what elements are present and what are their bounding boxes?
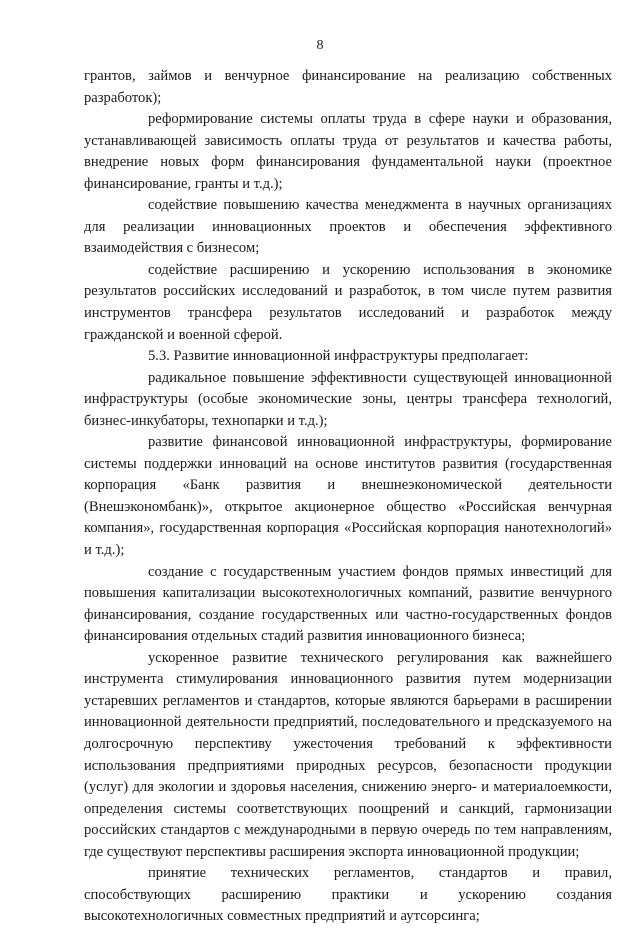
paragraph-research-results-usage: содействие расширению и ускорению использования в экономике результатов российских исследований и разработок, в том числе путем развития инструментов трансфера результатов исследований и разработок между гражданской и военной сферой. [84, 261, 612, 343]
document-body [84, 66, 612, 928]
paragraph-technical-regulation: ускоренное развитие технического регулирования как важнейшего инструмента стимулирования инновационного развития путем модернизации устаревших регламентов и стандартов, которые являются барьерами в расширении инновационной деятельности предприятий, последовательного и предсказуемого на долгосрочную перспективу ужесточения требований к эффективности использования предприятиями природных ресурсов, безопасности продукции (услуг) для экологии и здоровья населения, снижению энерго- и материалоемкости, определения системы соответствующих поощрений и санкций, гармонизации российских стандартов с международными в первую очередь по тем направлениям, где существуют перспективы расширения экспорта инновационной продукции; [84, 649, 612, 860]
paragraph-financial-infrastructure: развитие финансовой инновационной инфраструктуры, формирование системы поддержки инноваций на основе институтов развития (государственная корпорация «Банк развития и внешнеэкономической деятельности (Внешэкономбанк)», открытое акционерное общество «Российская венчурная компания», государственная корпорация «Российская корпорация нанотехнологий» и т.д.); [84, 434, 612, 559]
paragraph-direct-investment-funds: создание с государственным участием фондов прямых инвестиций для повышения капитализации высокотехнологичных компаний, развитие венчурного финансирования, создание государственных или частно-государственных фондов финансирования отдельных стадий развития инновационного бизнеса; [84, 563, 612, 645]
paragraph-technical-standards: принятие технических регламентов, стандартов и правил, способствующих расширению практики и ускорению создания высокотехнологичных совместных предприятий и аутсорсинга; [84, 865, 612, 925]
paragraph-continuation: грантов, займов и венчурное финансирование на реализацию собственных разработок); [84, 68, 612, 106]
paragraph-management-quality: содействие повышению качества менеджмента в научных организациях для реализации инновационных проектов и обеспечения эффективного взаимодействия с бизнесом; [84, 197, 612, 257]
page-number: 8 [316, 38, 324, 53]
paragraph-infrastructure-efficiency: радикальное повышение эффективности существующей инновационной инфраструктуры (особые экономические зоны, центры трансфера технологий, бизнес-инкубаторы, технопарки и т.д.); [84, 369, 612, 429]
section-heading-5-3: 5.3. Развитие инновационной инфраструктуры предполагает: [148, 348, 529, 365]
paragraph-labor-remuneration-reform: реформирование системы оплаты труда в сфере науки и образования, устанавливающей зависимость оплаты труда от результатов и качества работы, внедрение новых форм финансирования фундаментальной науки (проектное финансирование, гранты и т.д.); [84, 111, 612, 192]
